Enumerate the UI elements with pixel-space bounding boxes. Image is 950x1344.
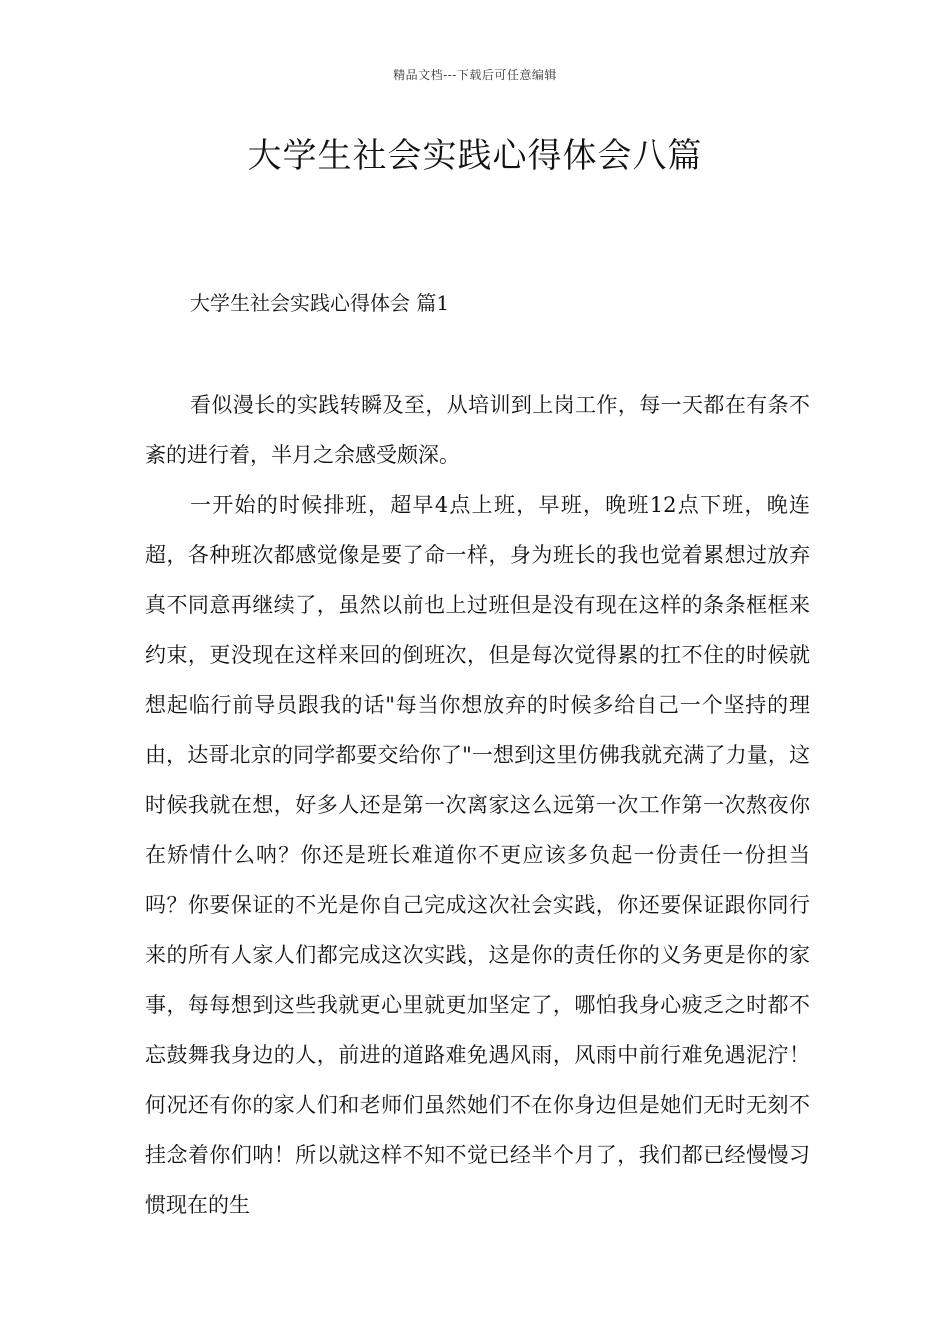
section-heading: 大学生社会实践心得体会 篇1: [190, 291, 450, 315]
paragraph-2: 一开始的时候排班，超早4点上班，早班，晚班12点下班，晚连超，各种班次都感觉像是要了命一样，身为班长的我也觉着累想过放弃真不同意再继续了，虽然以前也上过班但是没有现在这样的条条框框来约束，更没现在这样来回的倒班次，但是每次觉得累的扛不住的时候就想起临行前导员跟我的话"每当你想放弃的时候多给自己一个坚持的理由，达哥北京的同学都要交给你了"一想到这里仿佛我就充满了力量，这时候我就在想，好多人还是第一次离家这么远第一次工作第一次熬夜你在矫情什么呐？你还是班长难道你不更应该多负起一份责任一份担当吗？你要保证的不光是你自己完成这次社会实践，你还要保证跟你同行来的所有人家人们都完成这次实践，这是你的责任你的义务更是你的家事，每每想到这些我就更心里就更加坚定了，哪怕我身心疲乏之时都不忘鼓舞我身边的人，前进的道路难免遇风雨，风雨中前行难免遇泥泞！何况还有你的家人们和老师们虽然她们不在你身边但是她们无时无刻不挂念着你们呐！所以就这样不知不觉已经半个月了，我们都已经慢慢习惯现在的生: [145, 493, 810, 1217]
header-note: 精品文档---下载后可任意编辑: [393, 68, 557, 82]
body-text: [145, 380, 810, 1230]
paragraph-1: 看似漫长的实践转瞬及至，从培训到上岗工作，每一天都在有条不紊的进行着，半月之余感受颇深。: [145, 393, 810, 467]
document-title: 大学生社会实践心得体会八篇: [247, 136, 703, 176]
